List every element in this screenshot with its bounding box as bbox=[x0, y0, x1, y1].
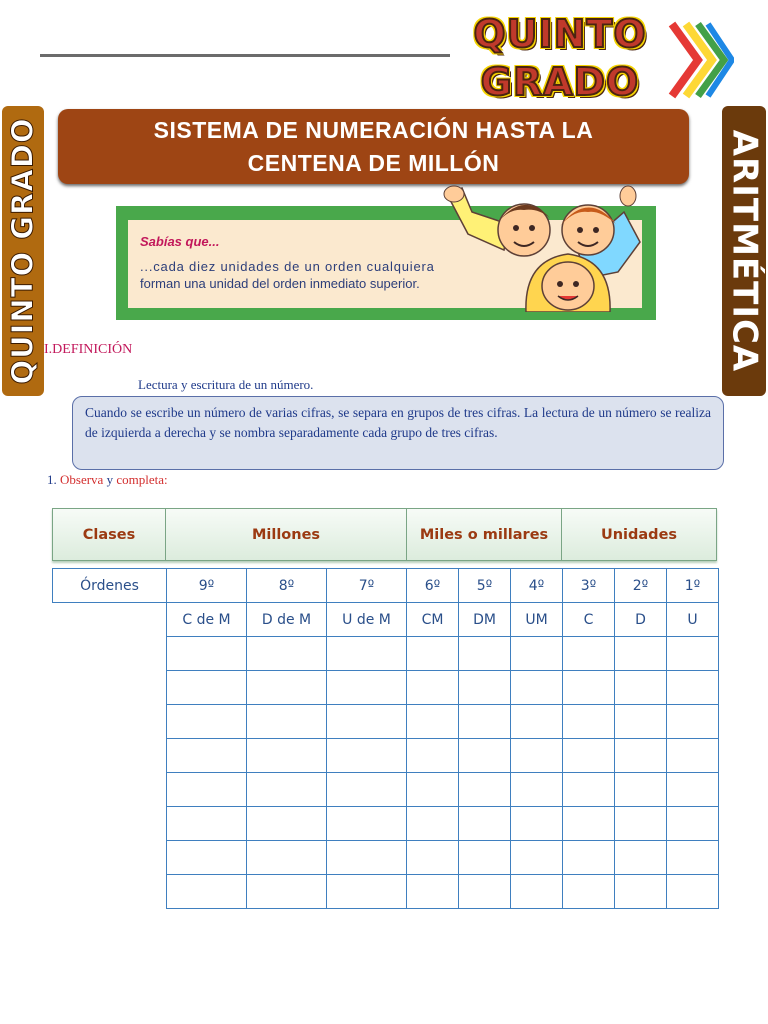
subheading: Lectura y escritura de un número. bbox=[138, 377, 314, 392]
title-line-2: CENTENA DE MILLÓN bbox=[247, 149, 500, 176]
top-rule bbox=[40, 54, 450, 57]
answer-cell[interactable] bbox=[459, 875, 511, 909]
answer-cell[interactable] bbox=[667, 773, 719, 807]
answer-cell[interactable] bbox=[247, 875, 327, 909]
abbr-cell: DM bbox=[459, 603, 511, 637]
answer-cell[interactable] bbox=[459, 671, 511, 705]
answer-cell[interactable] bbox=[615, 671, 667, 705]
answer-row bbox=[53, 705, 719, 739]
answer-cell[interactable] bbox=[459, 773, 511, 807]
section-heading: I.DEFINICIÓN bbox=[44, 342, 133, 357]
answer-cell[interactable] bbox=[167, 875, 247, 909]
answer-cell[interactable] bbox=[459, 637, 511, 671]
answer-cell[interactable] bbox=[667, 875, 719, 909]
answer-cell[interactable] bbox=[247, 671, 327, 705]
answer-cell[interactable] bbox=[167, 841, 247, 875]
answer-cell[interactable] bbox=[407, 875, 459, 909]
exercise-instruction bbox=[47, 472, 168, 488]
answer-cell[interactable] bbox=[563, 773, 615, 807]
answer-cell[interactable] bbox=[327, 739, 407, 773]
answer-cell[interactable] bbox=[563, 875, 615, 909]
side-banner-subject bbox=[722, 106, 766, 396]
answer-cell[interactable] bbox=[407, 705, 459, 739]
exercise-number: 1. bbox=[47, 472, 57, 487]
answer-cell[interactable] bbox=[615, 807, 667, 841]
abbr-cell: D de M bbox=[247, 603, 327, 637]
answer-cell[interactable] bbox=[167, 739, 247, 773]
answer-row bbox=[53, 807, 719, 841]
answer-row bbox=[53, 875, 719, 909]
answer-cell[interactable] bbox=[459, 807, 511, 841]
abbr-cell: U bbox=[667, 603, 719, 637]
order-cell: 4º bbox=[511, 569, 563, 603]
order-cell: 7º bbox=[327, 569, 407, 603]
blank-lead-cell bbox=[53, 875, 167, 909]
answer-cell[interactable] bbox=[327, 841, 407, 875]
answer-cell[interactable] bbox=[407, 637, 459, 671]
exercise-word-completa: completa: bbox=[116, 472, 168, 487]
answer-row bbox=[53, 739, 719, 773]
answer-rows bbox=[53, 637, 719, 909]
answer-cell[interactable] bbox=[615, 705, 667, 739]
answer-cell[interactable] bbox=[563, 705, 615, 739]
answer-row bbox=[53, 637, 719, 671]
abbr-cell: U de M bbox=[327, 603, 407, 637]
abbreviations-row bbox=[53, 603, 719, 637]
definition-box: Cuando se escribe un número de varias cifras, se separa en grupos de tres cifras. La lectura de un número se realiza de izquierda a derecha y se nombra separadamente cada grupo de tres cifras. bbox=[72, 396, 724, 470]
answer-cell[interactable] bbox=[667, 841, 719, 875]
answer-cell[interactable] bbox=[667, 705, 719, 739]
answer-cell[interactable] bbox=[667, 671, 719, 705]
blank-lead-cell bbox=[53, 637, 167, 671]
sabias-que-line-1: ...cada diez unidades de un orden cualquiera bbox=[140, 259, 435, 274]
orders-row bbox=[53, 569, 719, 603]
side-banner-grade bbox=[2, 106, 44, 396]
answer-cell[interactable] bbox=[327, 637, 407, 671]
answer-cell[interactable] bbox=[511, 637, 563, 671]
answer-cell[interactable] bbox=[511, 773, 563, 807]
answer-cell[interactable] bbox=[247, 637, 327, 671]
order-cell: 9º bbox=[167, 569, 247, 603]
answer-cell[interactable] bbox=[247, 841, 327, 875]
answer-cell[interactable] bbox=[459, 739, 511, 773]
class-millones: Millones bbox=[166, 509, 407, 560]
order-cell: 1º bbox=[667, 569, 719, 603]
blank-lead-cell bbox=[53, 773, 167, 807]
exercise-word-observa: Observa bbox=[60, 472, 104, 487]
answer-cell[interactable] bbox=[327, 773, 407, 807]
orders-row-label: Órdenes bbox=[53, 569, 167, 603]
answer-cell[interactable] bbox=[167, 705, 247, 739]
order-cell: 6º bbox=[407, 569, 459, 603]
chevron-arrows-icon bbox=[668, 18, 734, 102]
answer-cell[interactable] bbox=[615, 773, 667, 807]
answer-cell[interactable] bbox=[167, 637, 247, 671]
class-unidades: Unidades bbox=[600, 526, 678, 543]
blank-lead-cell bbox=[53, 841, 167, 875]
answer-cell[interactable] bbox=[667, 637, 719, 671]
answer-cell[interactable] bbox=[407, 807, 459, 841]
abbr-cell: UM bbox=[511, 603, 563, 637]
blank-lead-cell bbox=[53, 739, 167, 773]
answer-cell[interactable] bbox=[667, 807, 719, 841]
answer-cell[interactable] bbox=[327, 705, 407, 739]
answer-cell[interactable] bbox=[511, 705, 563, 739]
order-cell: 8º bbox=[247, 569, 327, 603]
answer-cell[interactable] bbox=[511, 841, 563, 875]
answer-cell[interactable] bbox=[615, 637, 667, 671]
answer-cell[interactable] bbox=[247, 705, 327, 739]
answer-cell[interactable] bbox=[167, 807, 247, 841]
abbr-cell: D bbox=[615, 603, 667, 637]
answer-cell[interactable] bbox=[667, 739, 719, 773]
order-cell: 2º bbox=[615, 569, 667, 603]
logo-line-2: GRADO bbox=[480, 60, 640, 104]
blank-lead-cell bbox=[53, 705, 167, 739]
class-header: Clases bbox=[53, 509, 166, 560]
answer-row bbox=[53, 671, 719, 705]
answer-cell[interactable] bbox=[615, 841, 667, 875]
order-cell: 3º bbox=[563, 569, 615, 603]
answer-cell[interactable] bbox=[511, 875, 563, 909]
answer-cell[interactable] bbox=[563, 671, 615, 705]
abbr-cell: C de M bbox=[167, 603, 247, 637]
orders-table bbox=[52, 568, 719, 909]
answer-cell[interactable] bbox=[459, 841, 511, 875]
blank-corner bbox=[53, 603, 167, 637]
answer-cell[interactable] bbox=[511, 739, 563, 773]
answer-cell[interactable] bbox=[407, 773, 459, 807]
blank-lead-cell bbox=[53, 671, 167, 705]
answer-cell[interactable] bbox=[167, 773, 247, 807]
page-title bbox=[58, 109, 689, 184]
abbr-cell: C bbox=[563, 603, 615, 637]
answer-cell[interactable] bbox=[247, 807, 327, 841]
answer-row bbox=[53, 773, 719, 807]
answer-cell[interactable] bbox=[327, 807, 407, 841]
sabias-que-heading: Sabías que... bbox=[140, 234, 220, 249]
order-cell: 5º bbox=[459, 569, 511, 603]
answer-cell[interactable] bbox=[407, 671, 459, 705]
side-banner-subject-text: ARITMÉTICA bbox=[724, 129, 765, 373]
answer-cell[interactable] bbox=[247, 773, 327, 807]
answer-row bbox=[53, 841, 719, 875]
classes-table bbox=[52, 508, 717, 561]
answer-cell[interactable] bbox=[563, 841, 615, 875]
answer-cell[interactable] bbox=[511, 807, 563, 841]
answer-cell[interactable] bbox=[563, 637, 615, 671]
answer-cell[interactable] bbox=[563, 807, 615, 841]
side-banner-grade-text: QUINTO GRADO bbox=[6, 117, 41, 385]
answer-cell[interactable] bbox=[615, 739, 667, 773]
kids-illustration bbox=[428, 182, 648, 312]
sabias-que-line-2: forman una unidad del orden inmediato superior. bbox=[140, 276, 420, 291]
exercise-connector: y bbox=[106, 472, 114, 487]
answer-cell[interactable] bbox=[563, 739, 615, 773]
quinto-grado-logo bbox=[446, 8, 736, 108]
title-line-1: SISTEMA DE NUMERACIÓN HASTA LA bbox=[153, 116, 594, 143]
answer-cell[interactable] bbox=[327, 875, 407, 909]
answer-cell[interactable] bbox=[407, 739, 459, 773]
abbr-cell: CM bbox=[407, 603, 459, 637]
answer-cell[interactable] bbox=[167, 671, 247, 705]
class-miles: Miles o millares bbox=[407, 509, 562, 560]
answer-cell[interactable] bbox=[615, 875, 667, 909]
answer-cell[interactable] bbox=[511, 671, 563, 705]
answer-cell[interactable] bbox=[459, 705, 511, 739]
logo-line-1: QUINTO bbox=[473, 12, 647, 56]
answer-cell[interactable] bbox=[327, 671, 407, 705]
answer-cell[interactable] bbox=[407, 841, 459, 875]
answer-cell[interactable] bbox=[247, 739, 327, 773]
blank-lead-cell bbox=[53, 807, 167, 841]
